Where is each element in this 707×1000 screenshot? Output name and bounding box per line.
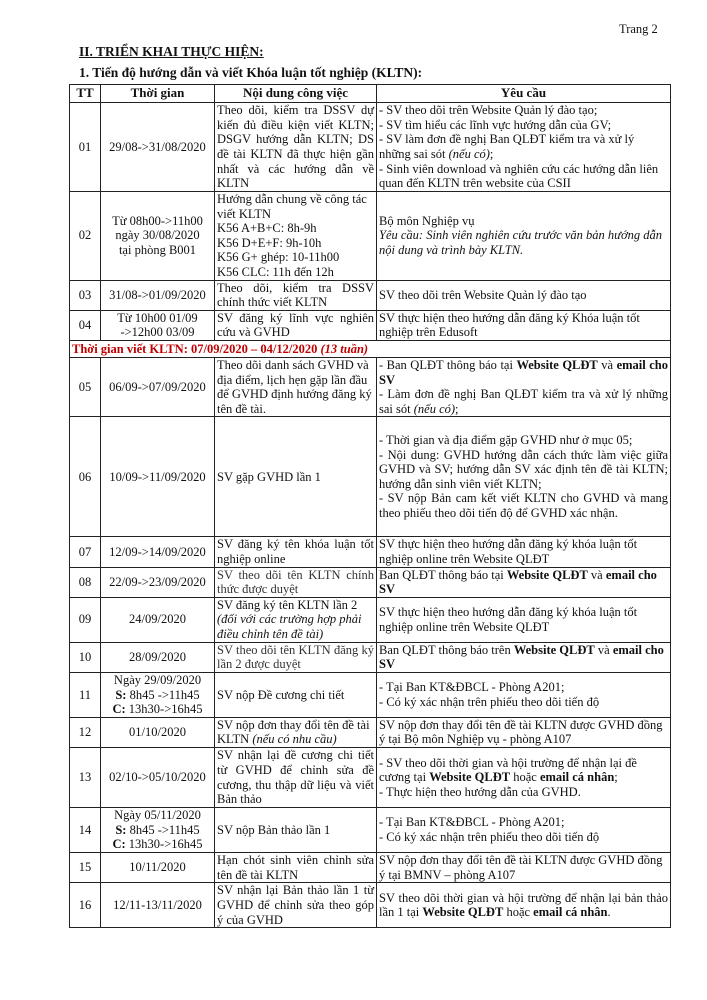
row-time: 29/08->31/08/2020 (101, 103, 215, 192)
row-requirement: - Tại Ban KT&ĐBCL - Phòng A201; - Có ký xác nhận trên phiếu theo dõi tiến độ (377, 672, 671, 717)
row-time: 24/09/2020 (101, 597, 215, 642)
row-content: SV theo dõi tên KLTN đăng ký lần 2 được duyệt (215, 642, 377, 672)
row-content: SV nhận lại đề cương chi tiết từ GVHD để chỉnh sửa đề cương, thu thập dữ liệu và viết Bản thảo (215, 748, 377, 808)
row-content: SV nộp Bản thảo lần 1 (215, 808, 377, 853)
table-row (70, 642, 671, 672)
row-requirement: - SV theo dõi thời gian và hội trường để nhận lại đề cương tại Website QLĐT hoặc email cá nhân; - Thực hiện theo hướng dẫn của GVHD. (377, 748, 671, 808)
header-tt: TT (70, 85, 101, 103)
row-time: 12/11-13/11/2020 (101, 883, 215, 928)
row-requirement: - Ban QLĐT thông báo tại Website QLĐT và email cho SV - Làm đơn đề nghị Ban QLĐT kiểm tra và xử lý những sai sót (nếu có); (377, 357, 671, 416)
row-time: 22/09->23/09/2020 (101, 567, 215, 597)
row-time: Từ 10h00 01/09 ->12h00 03/09 (101, 310, 215, 340)
row-content: Theo dõi, kiểm tra DSSV dự kiến đủ điều kiện viết KLTN; DSGV hướng dẫn KLTN; DS đề tài KLTN đã thực hiện gần nhất và các hướng dẫn về KLTN (215, 103, 377, 192)
table-row (70, 537, 671, 567)
row-content: SV nộp Đề cương chi tiết (215, 672, 377, 717)
phase-label: Thời gian viết KLTN: 07/09/2020 – 04/12/2020 (13 tuần) (70, 340, 671, 357)
row-time: Từ 08h00->11h00 ngày 30/08/2020 tại phòng B001 (101, 192, 215, 281)
row-content: Hạn chót sinh viên chỉnh sửa tên đề tài KLTN (215, 853, 377, 883)
table-row (70, 103, 671, 192)
row-requirement: SV nộp đơn thay đổi tên đề tài KLTN được GVHD đồng ý tại BMNV – phòng A107 (377, 853, 671, 883)
row-requirement: SV thực hiện theo hướng dẫn đăng ký khóa luận tốt nghiệp online trên Website QLĐT (377, 597, 671, 642)
table-row (70, 310, 671, 340)
row-number: 03 (70, 280, 101, 310)
table-row (70, 853, 671, 883)
row-content: SV nộp đơn thay đổi tên đề tài KLTN (nếu có nhu cầu) (215, 717, 377, 747)
row-number: 02 (70, 192, 101, 281)
row-requirement: Ban QLĐT thông báo trên Website QLĐT và email cho SV (377, 642, 671, 672)
row-content: SV gặp GVHD lần 1 (215, 417, 377, 537)
header-time: Thời gian (101, 85, 215, 103)
row-content: SV theo dõi tên KLTN chính thức được duyệt (215, 567, 377, 597)
row-requirement: Bộ môn Nghiệp vụ Yêu cầu: Sinh viên nghiên cứu trước văn bản hướng dẫn nội dung và trình bày KLTN. (377, 192, 671, 281)
section-title: II. TRIỂN KHAI THỰC HIỆN: (79, 44, 264, 59)
row-time: 01/10/2020 (101, 717, 215, 747)
table-row (70, 357, 671, 416)
req-line: - Sinh viên download và nghiên cứu các hướng dẫn liên quan đến KLTN trên website của CSII (379, 161, 659, 191)
row-content: Hướng dẫn chung về công tác viết KLTN K56 A+B+C: 8h-9h K56 D+E+F: 9h-10h K56 G+ ghép: 10-11h00 K56 CLC: 11h đến 12h (215, 192, 377, 281)
row-content: SV đăng ký tên khóa luận tốt nghiệp online (215, 537, 377, 567)
row-number: 15 (70, 853, 101, 883)
phase-row (70, 340, 671, 357)
row-number: 08 (70, 567, 101, 597)
row-requirement: SV theo dõi thời gian và hội trường để nhận lại bản thảo lần 1 tại Website QLĐT hoặc email cá nhân. (377, 883, 671, 928)
page-number: Trang 2 (619, 22, 658, 36)
row-content: Theo dõi danh sách GVHD và địa điểm, lịch hẹn gặp lần đầu để GVHD định hướng đăng ký tên đề tài. (215, 357, 377, 416)
req-line: - SV tìm hiểu các lĩnh vực hướng dẫn của GV; (379, 117, 612, 132)
row-number: 07 (70, 537, 101, 567)
row-requirement: - Tại Ban KT&ĐBCL - Phòng A201; - Có ký xác nhận trên phiếu theo dõi tiến độ (377, 808, 671, 853)
header-content: Nội dung công việc (215, 85, 377, 103)
row-number: 14 (70, 808, 101, 853)
row-content: Theo dõi, kiểm tra DSSV chính thức viết KLTN (215, 280, 377, 310)
row-number: 10 (70, 642, 101, 672)
table-row (70, 808, 671, 853)
row-number: 06 (70, 417, 101, 537)
row-time: Ngày 05/11/2020 S: 8h45 ->11h45 C: 13h30->16h45 (101, 808, 215, 853)
table-row (70, 597, 671, 642)
row-number: 16 (70, 883, 101, 928)
row-number: 13 (70, 748, 101, 808)
row-requirement: SV thực hiện theo hướng dẫn đăng ký khóa luận tốt nghiệp online trên Website QLĐT (377, 537, 671, 567)
row-time: Ngày 29/09/2020 S: 8h45 ->11h45 C: 13h30->16h45 (101, 672, 215, 717)
row-time: 02/10->05/10/2020 (101, 748, 215, 808)
schedule-table (69, 84, 671, 928)
table-row (70, 717, 671, 747)
row-number: 12 (70, 717, 101, 747)
table-row (70, 417, 671, 537)
row-content: SV đăng ký tên KLTN lần 2 (đối với các trường hợp phải điều chỉnh tên đề tài) (215, 597, 377, 642)
table-row (70, 280, 671, 310)
row-time: 31/08->01/09/2020 (101, 280, 215, 310)
row-number: 01 (70, 103, 101, 192)
table-row (70, 883, 671, 928)
header-requirement: Yêu cầu (377, 85, 671, 103)
table-header-row (70, 85, 671, 103)
table-row (70, 567, 671, 597)
row-content: SV đăng ký lĩnh vực nghiên cứu và GVHD (215, 310, 377, 340)
row-time: 10/09->11/09/2020 (101, 417, 215, 537)
table-row (70, 192, 671, 281)
row-requirement (377, 103, 671, 192)
row-requirement: - Thời gian và địa điểm gặp GVHD như ở mục 05; - Nội dung: GVHD hướng dẫn cách thức làm việc giữa GVHD và SV; hướng dẫn SV xác định tên đề tài KLTN; hướng dẫn sinh viên viết KLTN; - SV nộp Bản cam kết viết KLTN cho GVHD và mang theo phiếu theo dõi tiến độ để GVHD xác nhận. (377, 417, 671, 537)
row-time: 06/09->07/09/2020 (101, 357, 215, 416)
subsection-title: 1. Tiến độ hướng dẫn và viết Khóa luận tốt nghiệp (KLTN): (79, 65, 423, 80)
table-row (70, 672, 671, 717)
row-time: 12/09->14/09/2020 (101, 537, 215, 567)
req-line: - SV làm đơn đề nghị Ban QLĐT kiểm tra và xử lý những sai sót (nếu có); (379, 132, 635, 161)
row-number: 09 (70, 597, 101, 642)
row-number: 04 (70, 310, 101, 340)
row-content: SV nhận lại Bản thảo lần 1 từ GVHD để chỉnh sửa theo góp ý của GVHD (215, 883, 377, 928)
row-requirement: SV nộp đơn thay đổi tên đề tài KLTN được GVHD đồng ý tại Bộ môn Nghiệp vụ - phòng A107 (377, 717, 671, 747)
row-number: 11 (70, 672, 101, 717)
row-time: 10/11/2020 (101, 853, 215, 883)
row-time: 28/09/2020 (101, 642, 215, 672)
row-number: 05 (70, 357, 101, 416)
row-requirement: SV theo dõi trên Website Quản lý đào tạo (377, 280, 671, 310)
row-requirement: SV thực hiện theo hướng dẫn đăng ký Khóa luận tốt nghiệp trên Edusoft (377, 310, 671, 340)
row-requirement: Ban QLĐT thông báo tại Website QLĐT và email cho SV (377, 567, 671, 597)
req-line: - SV theo dõi trên Website Quản lý đào tạo; (379, 103, 598, 118)
table-row (70, 748, 671, 808)
